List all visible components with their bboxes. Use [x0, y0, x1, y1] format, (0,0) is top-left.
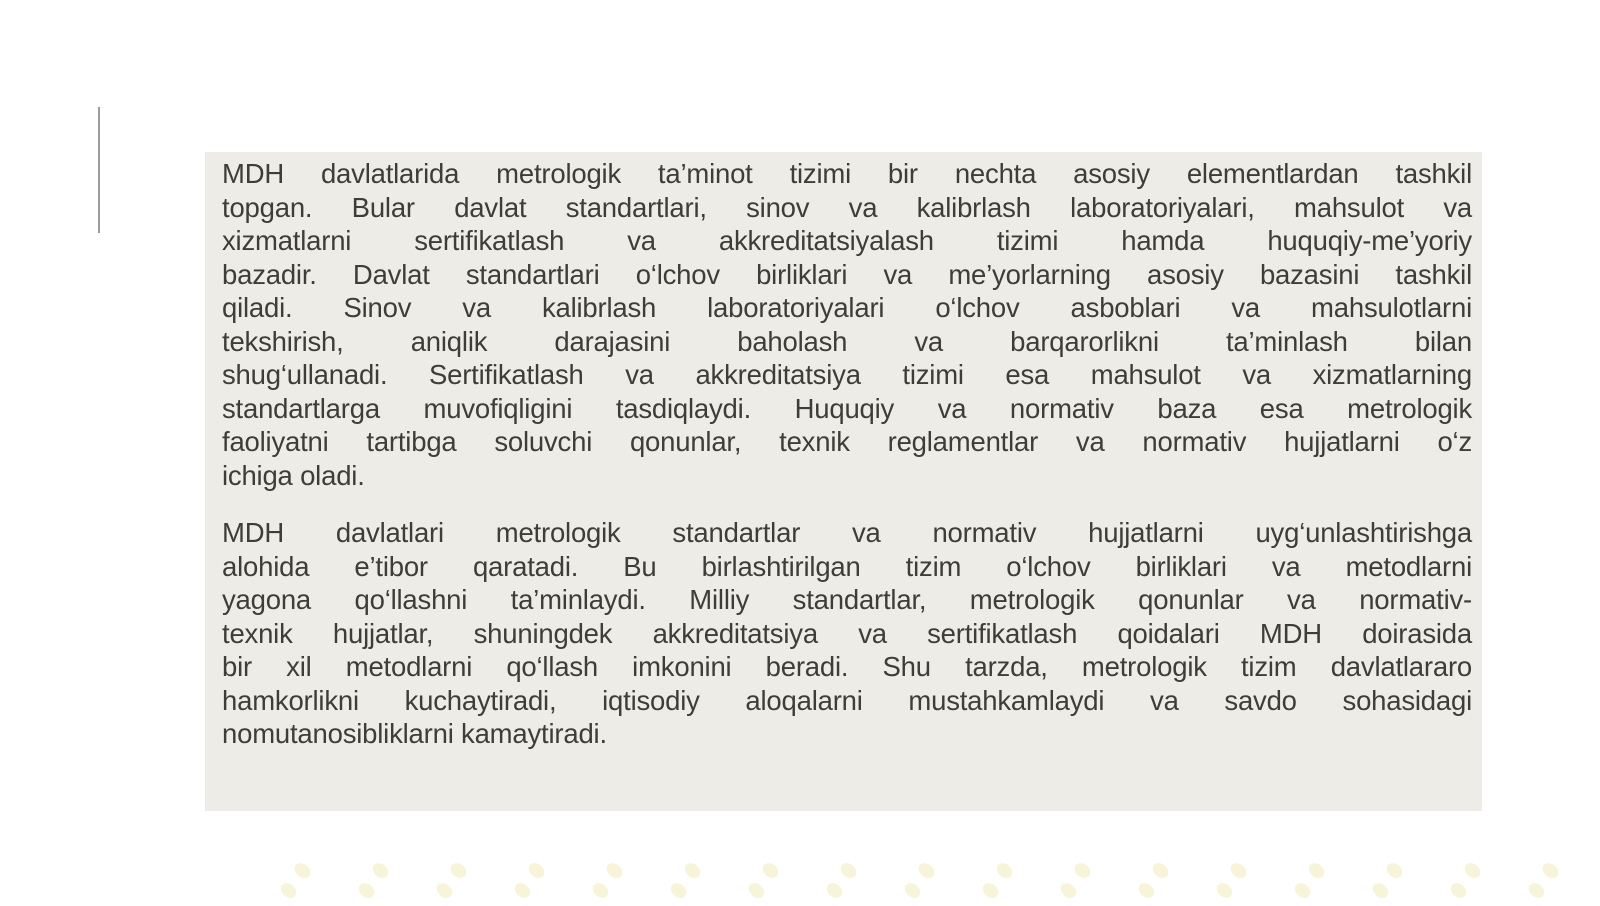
ornament-mark-icon	[592, 862, 624, 906]
text-line: faoliyatni tartibga soluvchi qonunlar, texnik reglamentlar va normativ hujjatlarni o‘z	[222, 426, 1472, 457]
ornament-mark-icon	[826, 862, 858, 906]
ornament-mark-icon	[1216, 862, 1248, 906]
text-line: xizmatlarni sertifikatlash va akkreditatsiyalash tizimi hamda huquqiy-me’yoriy	[222, 225, 1472, 256]
ornament-mark-icon	[358, 862, 390, 906]
text-line: standartlarga muvofiqligini tasdiqlaydi. Huquqiy va normativ baza esa metrologik	[222, 392, 1472, 424]
text-line: qiladi. Sinov va kalibrlash laboratoriyalari o‘lchov asboblari va mahsulotlarni	[222, 292, 1472, 323]
paragraph-1	[222, 157, 1472, 492]
text-line: hamkorlikni kuchaytiradi, iqtisodiy aloqalarni mustahkamlaydi va savdo sohasidagi	[222, 684, 1472, 716]
ornament-mark-icon	[1138, 862, 1170, 906]
text-line: alohida e’tibor qaratadi. Bu birlashtirilgan tizim o‘lchov birliklari va metodlarni	[222, 550, 1472, 582]
slide-text-box	[205, 152, 1482, 811]
ornament-mark-icon	[904, 862, 936, 906]
ornament-mark-icon	[1528, 862, 1560, 906]
ornament-mark-icon	[748, 862, 780, 906]
ornament-mark-icon	[514, 862, 546, 906]
text-line: ichiga oladi.	[222, 459, 365, 491]
text-line: MDH davlatlarida metrologik ta’minot tizimi bir nechta asosiy elementlardan tashkil	[222, 158, 1472, 189]
text-line: tekshirish, aniqlik darajasini baholash va barqarorlikni ta’minlash bilan	[222, 325, 1472, 357]
accent-vertical-line	[98, 107, 100, 233]
ornament-row	[0, 862, 1600, 899]
ornament-mark-icon	[280, 862, 312, 906]
text-line: bazadir. Davlat standartlari o‘lchov birliklari va me’yorlarning asosiy bazasini tashkil	[222, 258, 1472, 290]
text-line: topgan. Bular davlat standartlari, sinov va kalibrlash laboratoriyalari, mahsulot va	[222, 191, 1472, 223]
text-line: nomutanosibliklarni kamaytiradi.	[222, 718, 607, 749]
ornament-mark-icon	[1294, 862, 1326, 906]
text-line: yagona qo‘llashni ta’minlaydi. Milliy standartlar, metrologik qonunlar va normativ-	[222, 584, 1472, 615]
ornament-mark-icon	[1060, 862, 1092, 906]
text-line: MDH davlatlari metrologik standartlar va normativ hujjatlarni uyg‘unlashtirishga	[222, 517, 1472, 548]
paragraph-2	[222, 516, 1472, 751]
text-line: shug‘ullanadi. Sertifikatlash va akkreditatsiya tizimi esa mahsulot va xizmatlarning	[222, 359, 1472, 390]
ornament-mark-icon	[1450, 862, 1482, 906]
text-line: bir xil metodlarni qo‘llash imkonini beradi. Shu tarzda, metrologik tizim davlatlararo	[222, 651, 1472, 682]
ornament-mark-icon	[1372, 862, 1404, 906]
ornament-mark-icon	[436, 862, 468, 906]
ornament-mark-icon	[670, 862, 702, 906]
ornament-mark-icon	[982, 862, 1014, 906]
text-line: texnik hujjatlar, shuningdek akkreditatsiya va sertifikatlash qoidalari MDH doirasida	[222, 617, 1472, 649]
